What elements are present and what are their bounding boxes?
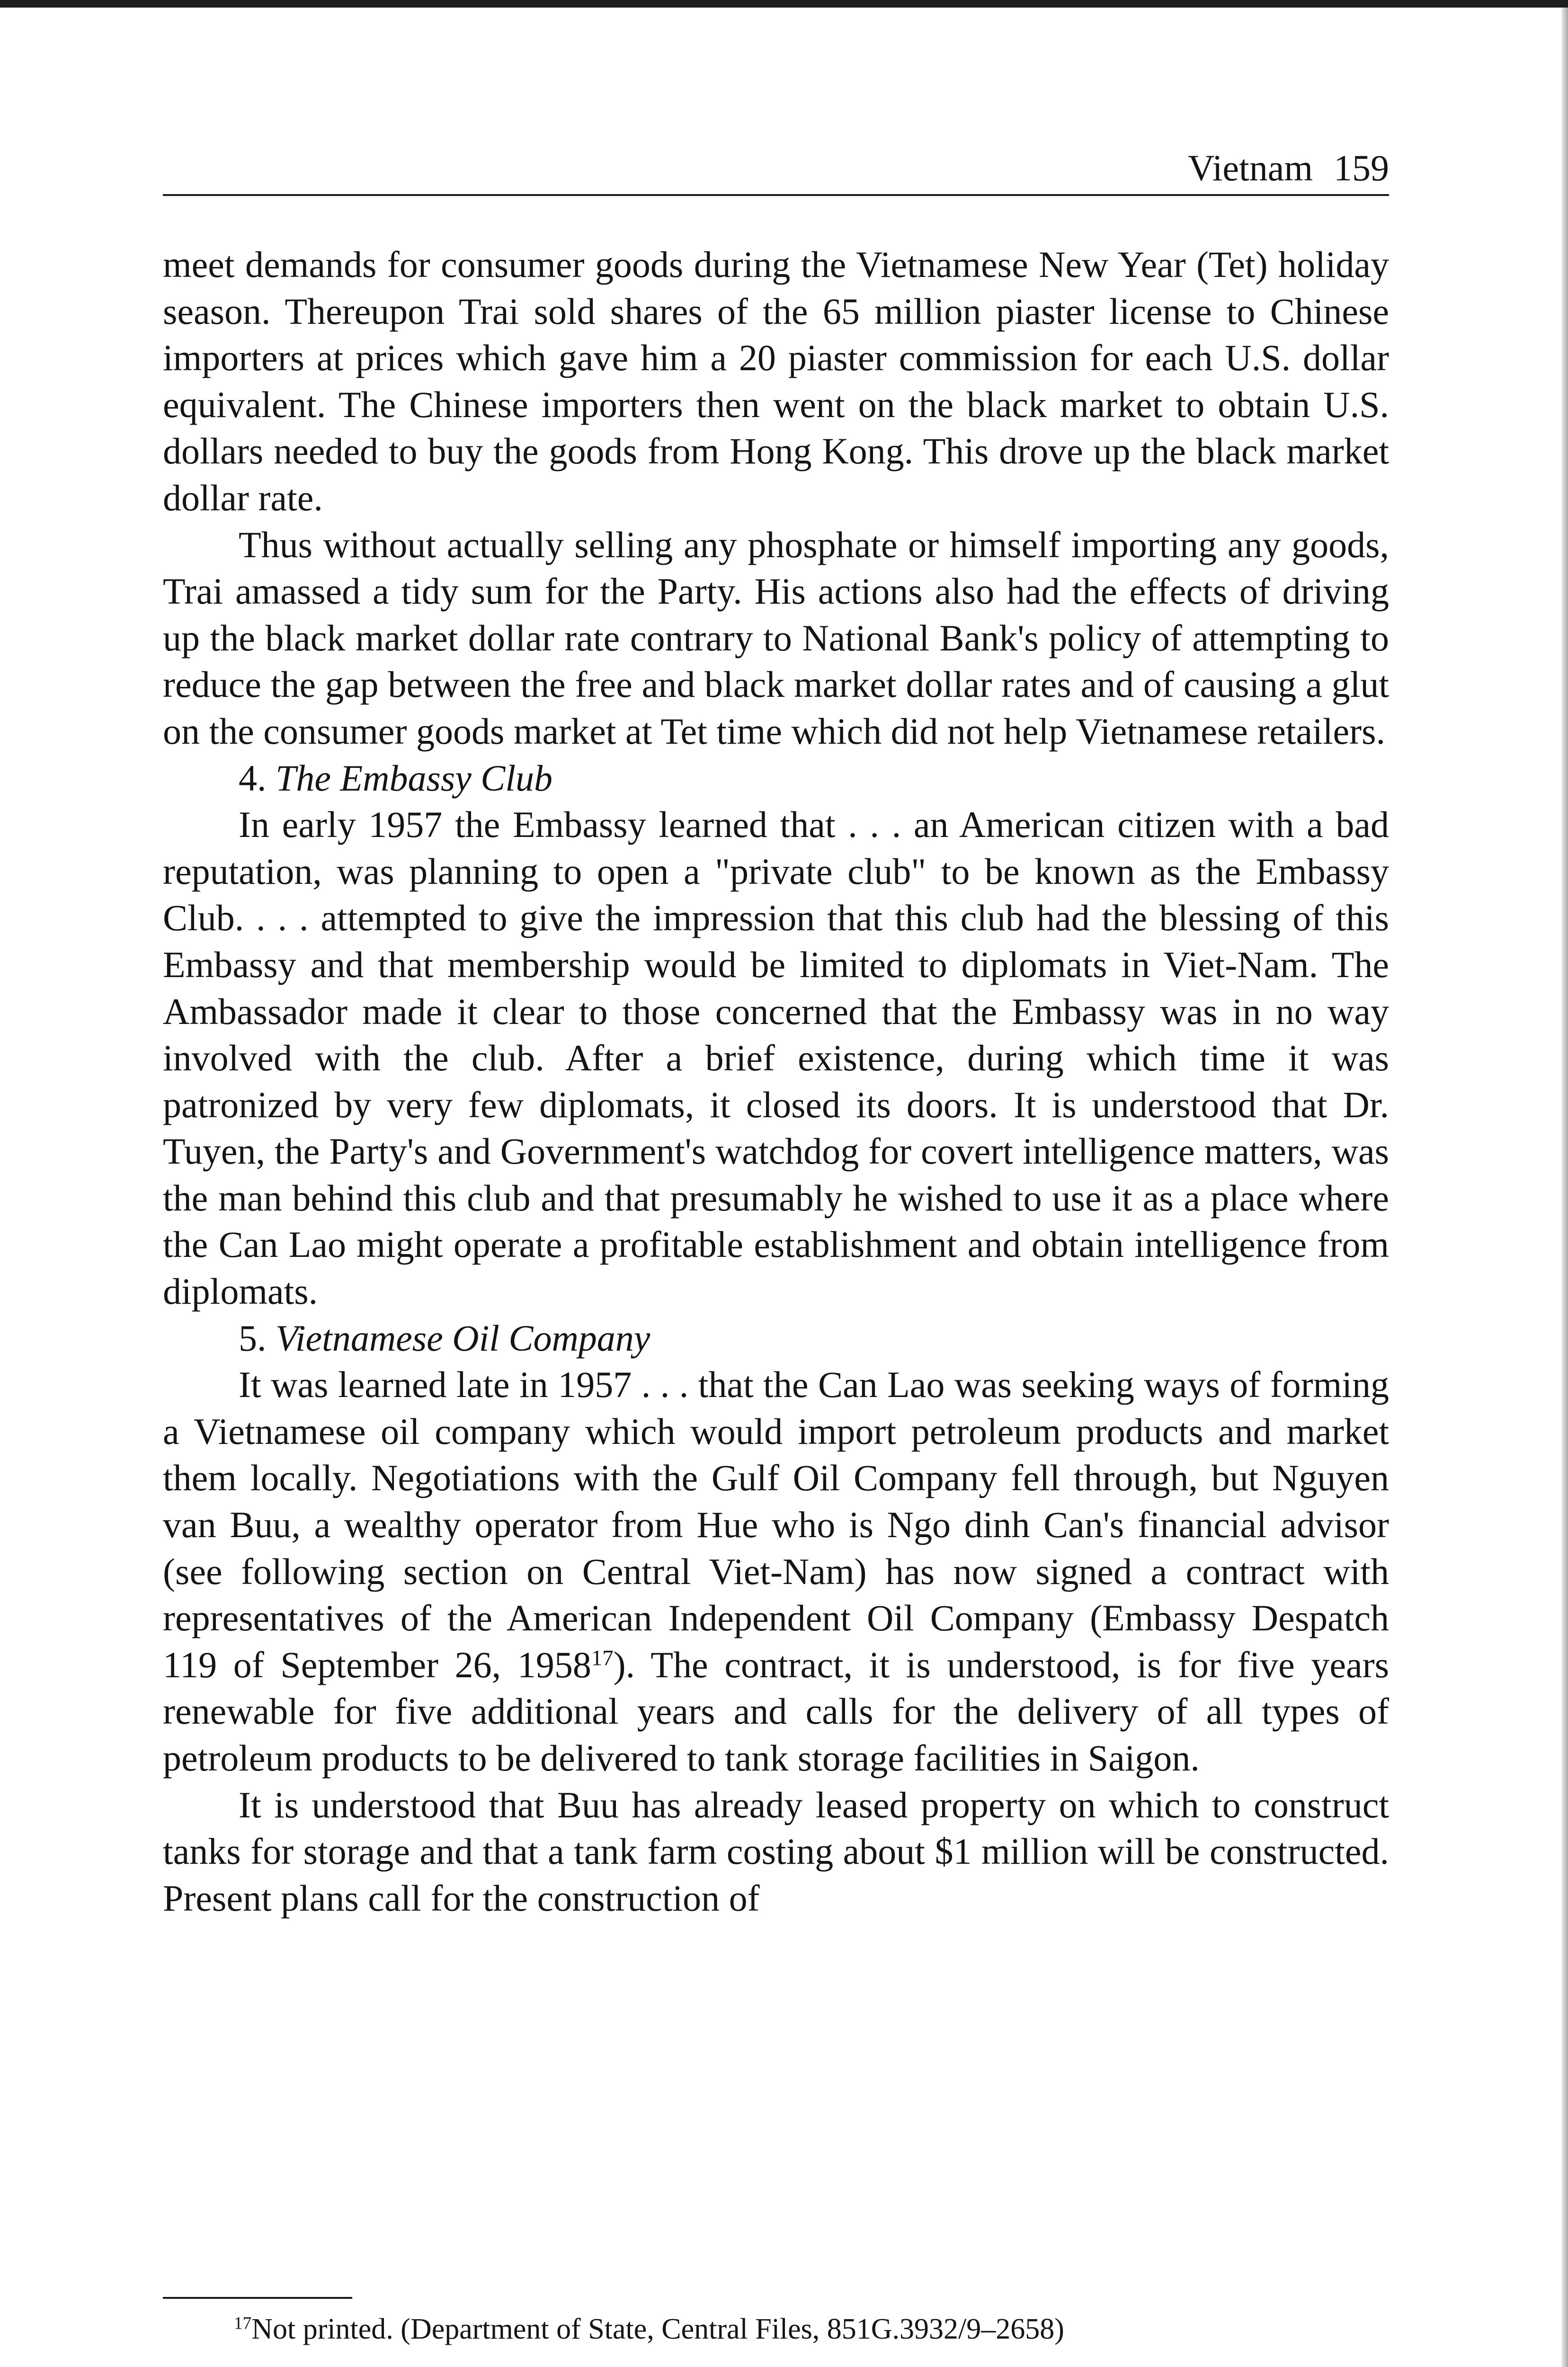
section-heading-embassy-club xyxy=(163,755,1389,802)
paragraph-embassy-club: In early 1957 the Embassy learned that . . . an American citizen with a bad reputation, was planning to open a "private club" to be known as the Embassy Club. . . . attempted to give the impression that this club had the blessing of this Embassy and that membership would be limited to diplomats in Viet-Nam. The Ambassador made it clear to those concerned that the Embassy was in no way involved with the club. After a brief existence, during which time it was patronized by very few diplomats, it closed its doors. It is understood that Dr. Tuyen, the Party's and Government's watchdog for covert intelligence matters, was the man behind this club and that presumably he wished to use it as a place where the Can Lao might operate a profitable establishment and obtain intelligence from diplomats. xyxy=(163,804,1389,1312)
footnote-marker: 17 xyxy=(234,2314,252,2333)
section-title: The Embassy Club xyxy=(276,757,552,799)
footnote-divider xyxy=(163,2297,352,2299)
paragraph-text: It was learned late in 1957 . . . that the Can Lao was seeking ways of forming a Vietnamese oil company which would import petroleum products and market them locally. Negotiations with the Gulf Oil Company fell through, but Nguyen van Buu, a wealthy operator from Hue who is Ngo dinh Can's financial advisor (see following section on Central Viet-Nam) has now signed a contract with representatives of the American Independent Oil Company (Embassy Despatch 119 of September 26, 1958 xyxy=(163,1364,1389,1685)
page-number: 159 xyxy=(1334,147,1389,188)
book-page xyxy=(163,0,1389,2367)
paragraph-continued: meet demands for consumer goods during the Vietnamese New Year (Tet) holiday season. Thereupon Trai sold shares of the 65 million piaster license to Chinese importers at prices which gave him a 20 piaster commission for each U.S. dollar equivalent. The Chinese importers then went on the black market to obtain U.S. dollars needed to buy the goods from Hong Kong. This drove up the black market dollar rate. xyxy=(163,244,1389,518)
section-heading-oil-company xyxy=(163,1315,1389,1362)
section-title: Vietnamese Oil Company xyxy=(276,1317,650,1359)
running-header-text xyxy=(1188,147,1389,189)
body-text xyxy=(163,241,1389,1922)
scan-right-edge xyxy=(1561,8,1568,2367)
footnote-reference: 17 xyxy=(591,1646,614,1671)
section-number: 4. xyxy=(239,757,267,799)
paragraph-text: ). The contract, it is understood, is for five years renewable for five additional years and calls for the delivery of all types of petroleum products to be delivered to tank storage facilities in Saigon. xyxy=(163,1644,1390,1779)
paragraph-trai-amassed: Thus without actually selling any phosphate or himself importing any goods, Trai amassed a tidy sum for the Party. His actions also had the effects of driving up the black market dollar rate contrary to National Bank's policy of attempting to reduce the gap between the free and black market dollar rates and of causing a glut on the consumer goods market at Tet time which did not help Vietnamese retailers. xyxy=(163,524,1389,752)
section-number: 5. xyxy=(239,1317,267,1359)
running-header xyxy=(163,142,1389,196)
footnote-text: Not printed. (Department of State, Central Files, 851G.3932/9–2658) xyxy=(251,2313,1064,2345)
footnote xyxy=(234,2310,1064,2348)
paragraph-oil-company xyxy=(163,1361,1389,1781)
paragraph-tank-farm: It is understood that Buu has already leased property on which to construct tanks for storage and that a tank farm costing about $1 million will be constructed. Present plans call for the construction of xyxy=(163,1784,1389,1919)
running-header-title: Vietnam xyxy=(1188,147,1313,188)
